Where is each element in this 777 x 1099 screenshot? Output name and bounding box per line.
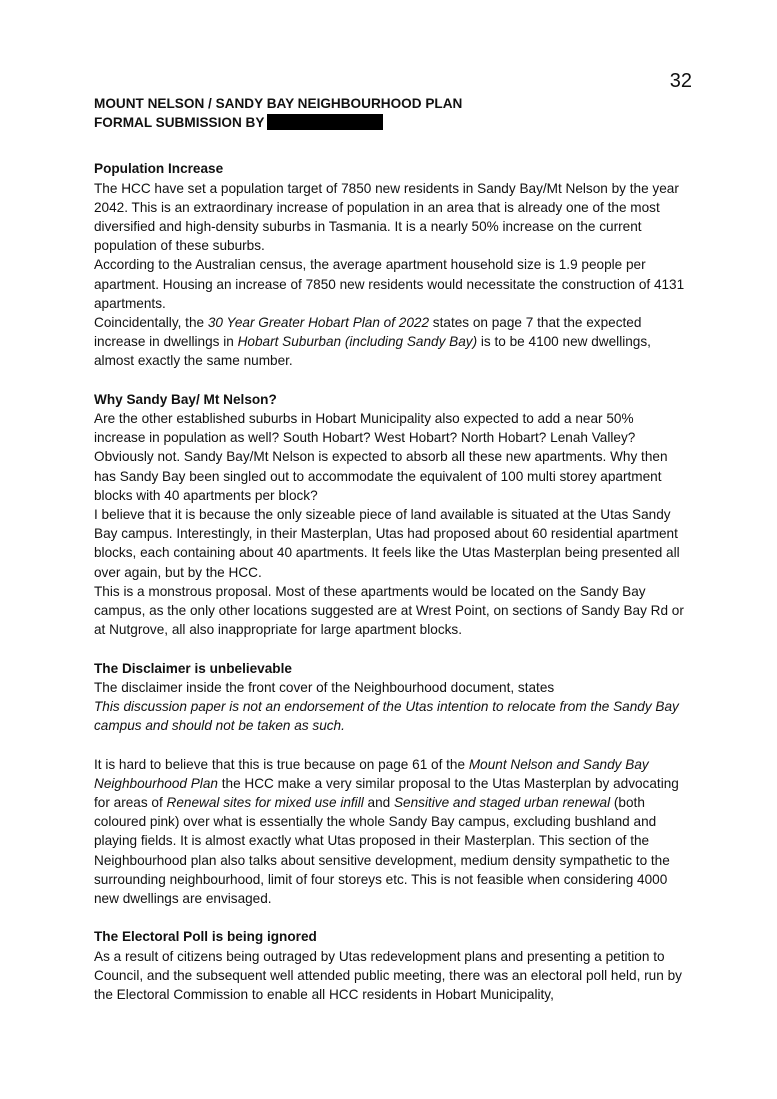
paragraph: The disclaimer inside the front cover of the Neighbourhood document, states xyxy=(94,679,555,695)
zone-name: Sensitive and staged urban renewal xyxy=(393,795,611,811)
section-why-sandy-bay xyxy=(94,390,688,640)
plan-title: Mount Nelson and Sandy Bay Neighbourhood Plan xyxy=(94,756,649,791)
document-body xyxy=(94,94,688,1004)
paragraph: This is a monstrous proposal. Most of these apartments would be located on the Sandy Bay campus, as the only other locations suggested are at Wrest Point, on sections of Sandy Bay Rd or at Nutgrove, all also inappropriate for large apartment blocks. xyxy=(94,583,684,638)
section-heading: Population Increase xyxy=(94,161,224,177)
section-disclaimer xyxy=(94,659,688,909)
title-line-2: FORMAL SUBMISSION BY xyxy=(94,113,688,132)
paragraph: Are the other established suburbs in Hobart Municipality also expected to add a near 50% increase in population as well? South Hobart? West Hobart? North Hobart? Lenah Valley? Obviously not. Sandy Bay/Mt Nelson is expected to absorb all these new apartments. Why then has Sandy Bay been singled out to accommodate the equivalent of 100 multi storey apartment blocks with 40 apartments per block? xyxy=(94,411,668,503)
area-name: Hobart Suburban (including Sandy Bay) xyxy=(237,334,478,350)
paragraph: The HCC have set a population target of 7850 new residents in Sandy Bay/Mt Nelson by the year 2042. This is an extraordinary increase of population in an area that is already one of the most diversified and high-density suburbs in Tasmania. It is a nearly 50% increase on the current population of these suburbs. xyxy=(94,180,679,254)
section-heading: Why Sandy Bay/ Mt Nelson? xyxy=(94,391,277,407)
plan-title: 30 Year Greater Hobart Plan of 2022 xyxy=(207,315,430,331)
zone-name: Renewal sites for mixed use infill xyxy=(166,795,364,811)
paragraph: Coincidentally, the 30 Year Greater Hobart Plan of 2022 states on page 7 that the expected increase in dwellings in Hobart Suburban (including Sandy Bay) is to be 4100 new dwellings, almost exactly the same number. xyxy=(94,315,651,369)
paragraph: According to the Australian census, the average apartment household size is 1.9 people per apartment. Housing an increase of 7850 new residents would necessitate the construction of 4131 apartments. xyxy=(94,257,685,311)
section-heading: The Electoral Poll is being ignored xyxy=(94,929,317,945)
page-number: 32 xyxy=(669,70,692,92)
section-electoral-poll xyxy=(94,927,688,1004)
paragraph: It is hard to believe that this is true because on page 61 of the Mount Nelson and Sandy Bay Neighbourhood Plan the HCC make a very similar proposal to the Utas Masterplan by advocating for areas of Renewal sites for mixed use infill and Sensitive and staged urban renewal (both coloured pink) over what is essentially the whole Sandy Bay campus, excluding bushland and playing fields. It is almost exactly what Utas proposed in their Masterplan. This section of the Neighbourhood plan also talks about sensitive development, medium density sympathetic to the surrounding neighbourhood, limit of four storeys etc. This is not feasible when considering 4000 new dwellings are envisaged. xyxy=(94,756,679,907)
disclaimer-quote: This discussion paper is not an endorsement of the Utas intention to relocate from the Sandy Bay campus and should not be taken as such. xyxy=(94,699,679,734)
section-heading: The Disclaimer is unbelievable xyxy=(94,660,292,676)
redaction-bar xyxy=(267,114,383,130)
section-population-increase xyxy=(94,159,688,370)
title-line-1: MOUNT NELSON / SANDY BAY NEIGHBOURHOOD PLAN xyxy=(94,96,463,111)
document-title xyxy=(94,94,688,132)
paragraph: I believe that it is because the only sizeable piece of land available is situated at the Utas Sandy Bay campus. Interestingly, in their Masterplan, Utas had proposed about 60 residential apartment blocks, each containing about 40 apartments. It feels like the Utas Masterplan being presented all over again, but by the HCC. xyxy=(94,507,680,580)
paragraph: As a result of citizens being outraged by Utas redevelopment plans and presenting a petition to Council, and the subsequent well attended public meeting, there was an electoral poll held, run by the Electoral Commission to enable all HCC residents in Hobart Municipality, xyxy=(94,948,682,1003)
